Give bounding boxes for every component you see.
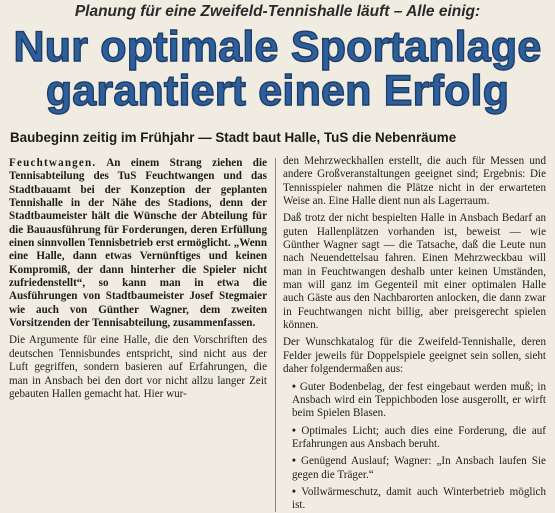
body-paragraph: den Mehrzweckhallen erstellt, die auch für Messen und andere Großveranstaltungen geeignet sind; Ergebnis: Die Tennisspieler nahmen die Plätze nicht in der erwarteten Weise an. Eine Halle dient nun als Lagerraum.: [283, 155, 546, 208]
list-item: • Optimales Licht; auch dies eine Forderung, die auf Erfahrungen aus Ansbach beruht.: [283, 425, 546, 452]
body-paragraph: Die Argumente für eine Halle, die den Vorschriften des deutschen Tennisbundes entspricht, sind nicht aus der Luft gegriffen, sondern basieren auf Erfahrungen, die man in Ansbach bei den dort vor nicht allzu langer Zeit gebauten Hallen gemacht hat. Hier wur-: [9, 334, 267, 400]
lead-paragraph: [9, 157, 267, 330]
subheadline: Baubeginn zeitig im Frühjahr — Stadt baut Halle, TuS die Nebenräume: [10, 130, 457, 145]
headline: [0, 24, 555, 114]
lead-text: An einem Strang ziehen die Tennisabteilung des TuS Feuchtwangen und das Stadtbauamt bei der Konzeption der geplanten Tennishalle in der Nähe des Stadions, denn der Stadtbaumeister hält die Wünsche der Abteilung für die Bauausführung für Forderungen, deren Erfüllung einen sinnvollen Tennisbetrieb erst ermöglicht. „Wenn eine Halle, dann etwas Vernünftiges und keinen Kompromiß, der dann hinterher die Spieler nicht zufriedenstellt“, so kann man in etwa die Ausführungen von Stadtbaumeister Josef Stegmaier wie auch von Günther Wagner, dem zweiten Vorsitzenden der Tennisabteilung, zusammenfassen.: [9, 157, 267, 330]
headline-line-2: garantiert einen Erfolg: [45, 67, 510, 115]
list-item: • Genügend Auslauf; Wagner: „In Ansbach laufen Sie gegen die Träger.“: [283, 455, 546, 482]
body-paragraph: Daß trotz der nicht bespielten Halle in Ansbach Bedarf an guten Hallenplätzen vorhanden ist, beweist — wie Günther Wagner sagt — die Tatsache, daß die Leute nun nach Neuendettelsau fahren. Einen Mehrzweckbau will man in Feuchtwangen deshalb unter keinen Umständen, man will ganz im Gegenteil mit einer optimalen Halle auch Gäste aus den Nachbarorten anlocken, die dann zwar in Feuchtwangen nicht billig, aber preisgerecht spielen können.: [283, 212, 546, 332]
body-paragraph: Der Wunschkatalog für die Zweifeld-Tennishalle, deren Felder jeweils für Doppelspiele geeignet sein sollen, sieht daher folgendermaßen aus:: [283, 336, 546, 376]
dateline: Feuchtwangen.: [9, 157, 97, 169]
headline-line-1: Nur optimale Sportanlage: [13, 23, 542, 71]
column-divider: [275, 158, 276, 512]
kicker-line: Planung für eine Zweifeld-Tennishalle läuft – Alle einig:: [74, 3, 481, 20]
list-item: • Vollwärmeschutz, damit auch Winterbetrieb möglich ist.: [283, 486, 546, 513]
left-column: [9, 157, 267, 401]
right-column: [283, 155, 546, 513]
list-item: • Guter Bodenbelag, der fest eingebaut werden muß; in Ansbach wird ein Teppichboden lose ausgerollt, er wirft beim Spielen Blasen.: [283, 381, 546, 421]
